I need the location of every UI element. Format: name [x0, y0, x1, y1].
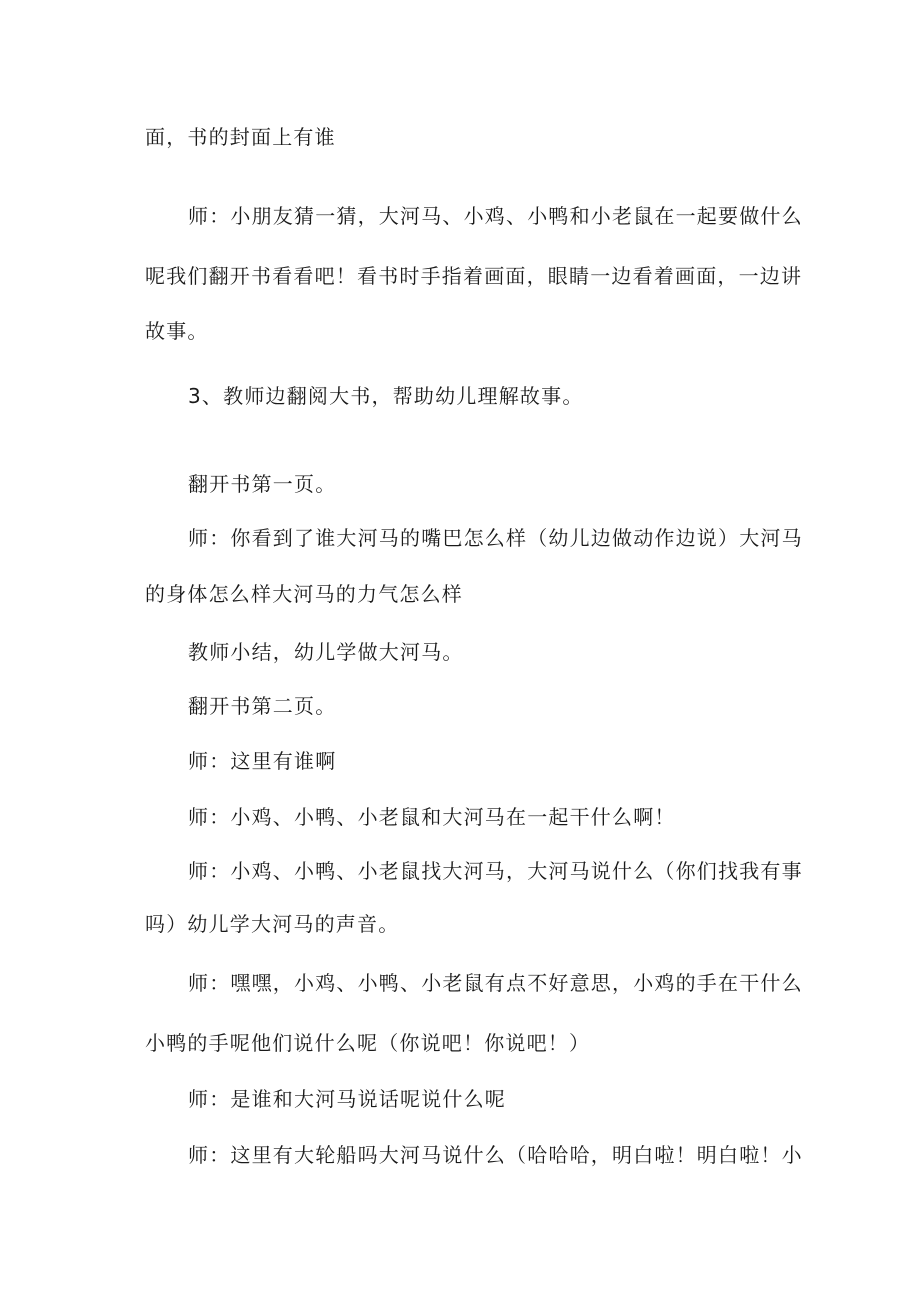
text-line: 故事。: [145, 319, 209, 343]
text-line: 师：这里有谁啊: [188, 749, 337, 773]
text-line: 师：你看到了谁大河马的嘴巴怎么样（幼儿边做动作边说）大河马: [188, 526, 803, 550]
text-line: 3、教师边翻阅大书，帮助幼儿理解故事。: [188, 384, 584, 408]
text-line: 教师小结，幼儿学做大河马。: [188, 640, 464, 664]
text-line: 师：小朋友猜一猜，大河马、小鸡、小鸭和小老鼠在一起要做什么: [188, 204, 803, 228]
text-line: 师：小鸡、小鸭、小老鼠和大河马在一起干什么啊！: [188, 805, 676, 829]
text-line: 师：小鸡、小鸭、小老鼠找大河马，大河马说什么（你们找我有事: [188, 859, 803, 883]
text-line: 翻开书第一页。: [188, 472, 337, 496]
text-line: 吗）幼儿学大河马的声音。: [145, 912, 400, 936]
text-line: 面，书的封面上有谁: [145, 125, 336, 149]
text-line: 师：是谁和大河马说话呢说什么呢: [188, 1087, 506, 1111]
text-line: 呢我们翻开书看看吧！看书时手指着画面，眼睛一边看着画面，一边讲: [145, 264, 803, 288]
text-line: 翻开书第二页。: [188, 694, 337, 718]
text-line: 的身体怎么样大河马的力气怎么样: [145, 582, 463, 606]
text-line: 师：这里有大轮船吗大河马说什么（哈哈哈，明白啦！明白啦！小: [188, 1143, 803, 1167]
text-line: 师：嘿嘿，小鸡、小鸭、小老鼠有点不好意思，小鸡的手在干什么: [188, 971, 803, 995]
text-line: 小鸭的手呢他们说什么呢（你说吧！你说吧！）: [145, 1031, 591, 1055]
